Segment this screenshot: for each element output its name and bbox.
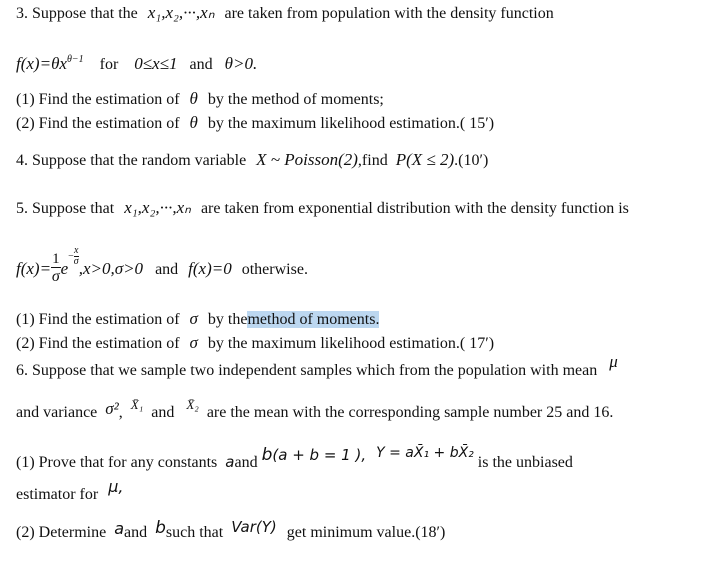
q5-f-zero: f(x)=0 xyxy=(188,259,232,278)
q3-part2-tail: by the maximum likelihood estimation.( 15′) xyxy=(207,115,495,132)
q6-min: get minimum value.(18′) xyxy=(286,524,446,541)
q3-part1 xyxy=(16,89,384,110)
constant-b: b xyxy=(261,445,273,465)
q5-part1 xyxy=(16,309,379,330)
q5-part2-tail: by the maximum likelihood estimation.( 17′) xyxy=(207,335,495,352)
q4-lead: 4. Suppose that the random variable xyxy=(16,152,247,169)
q6-and: and xyxy=(151,404,175,421)
q6-variance-text: and variance xyxy=(16,404,98,421)
q5-and: and xyxy=(155,261,179,278)
q6-and2: and xyxy=(124,524,148,541)
xbar-1: X̄₁ xyxy=(130,397,144,412)
q5-lead: 5. Suppose that xyxy=(16,200,115,217)
q5-part2 xyxy=(16,333,494,354)
highlighted-selection[interactable]: method of moments. xyxy=(247,311,380,328)
q5-exp-neg: − xyxy=(68,251,74,262)
sigma-squared: σ² xyxy=(105,399,119,418)
q3-part2 xyxy=(16,113,494,134)
q5-exp-base: e xyxy=(60,259,69,278)
q6-such: such that xyxy=(165,524,224,541)
estimator-Y: Y = aX̄₁ + bX̄₂ xyxy=(376,445,474,461)
q4-line xyxy=(16,150,488,171)
q3-variables: x₁,x₂,···,xₙ xyxy=(147,3,215,22)
theta-symbol: θ xyxy=(189,113,198,132)
sigma-symbol: σ xyxy=(189,309,198,328)
q6-comma: , xyxy=(118,404,123,421)
q6-estimator-text: estimator for xyxy=(16,486,99,503)
q5-part2-text: (2) Find the estimation of xyxy=(16,335,180,352)
q5-fraction xyxy=(51,252,61,285)
q5-frac-den: σ xyxy=(51,267,60,285)
q6-means: are the mean with the corresponding sample number 25 and 16. xyxy=(206,404,614,421)
xbar-2: X̄₂ xyxy=(186,397,199,412)
q6-part1-text: (1) Prove that for any constants xyxy=(16,454,218,471)
q6-part2 xyxy=(16,518,446,543)
q6-variance-line xyxy=(16,397,614,423)
constant-a-2: a xyxy=(114,519,124,538)
q3-part1-tail: by the method of moments; xyxy=(207,91,384,108)
q5-cond: ,x>0,σ>0 xyxy=(78,259,144,278)
q3-lead: 3. Suppose that the xyxy=(16,5,138,22)
q3-tail: are taken from population with the density function xyxy=(224,5,554,22)
q5-f-lhs: f(x)= xyxy=(16,259,52,278)
q5-part1-text: (1) Find the estimation of xyxy=(16,311,180,328)
q5-otherwise: otherwise. xyxy=(241,261,308,278)
q4-expr: X ~ Poisson(2) xyxy=(256,150,358,169)
q5-heading-line xyxy=(16,198,629,219)
q3-theta-cond: θ>0. xyxy=(224,54,258,73)
q5-exp-num: x xyxy=(73,245,79,257)
q6-heading-line xyxy=(16,352,618,381)
q5-tail: are taken from exponential distribution with the density function is xyxy=(200,200,629,217)
theta-symbol: θ xyxy=(189,89,198,108)
sigma-symbol: σ xyxy=(189,333,198,352)
q3-f-lhs: f(x) xyxy=(16,54,40,73)
q6-cond: (a + b = 1 ), xyxy=(272,446,367,464)
q5-exp-den: σ xyxy=(73,256,79,268)
q3-range: 0≤x≤1 xyxy=(134,54,178,73)
q6-part2-text: (2) Determine xyxy=(16,524,107,541)
q5-exponent xyxy=(68,240,79,274)
q6-lead: 6. Suppose that we sample two independent samples which from the population with mean xyxy=(16,362,598,379)
q6-part1 xyxy=(16,445,573,473)
mu-symbol-2: μ, xyxy=(108,477,124,496)
q3-part2-text: (2) Find the estimation of xyxy=(16,115,180,132)
q3-density-line xyxy=(16,50,257,75)
q5-variables: x₁,x₂,···,xₙ xyxy=(124,198,191,217)
q3-heading-line xyxy=(16,3,554,24)
q3-f-eq: =θx xyxy=(39,54,67,73)
q3-part1-text: (1) Find the estimation of xyxy=(16,91,180,108)
q3-f-exp: θ−1 xyxy=(66,54,84,65)
q4-find: ,find xyxy=(357,152,388,169)
q3-and: and xyxy=(189,56,213,73)
constant-b-2: b xyxy=(155,518,166,538)
q5-density-line xyxy=(16,245,308,292)
q6-unbiased: is the unbiased xyxy=(477,454,573,471)
q6-estimator-line xyxy=(16,477,124,505)
q4-marks: .(10′) xyxy=(454,152,489,169)
q3-for: for xyxy=(99,56,119,73)
q5-frac-num: 1 xyxy=(52,250,60,267)
q4-prob: P(X ≤ 2) xyxy=(395,150,455,169)
q6-and1: and xyxy=(234,454,258,471)
q5-part1-mid: by the xyxy=(207,311,248,328)
var-Y: Var(Y) xyxy=(231,518,277,536)
constant-a: a xyxy=(225,453,235,471)
mu-symbol: μ xyxy=(609,352,618,371)
